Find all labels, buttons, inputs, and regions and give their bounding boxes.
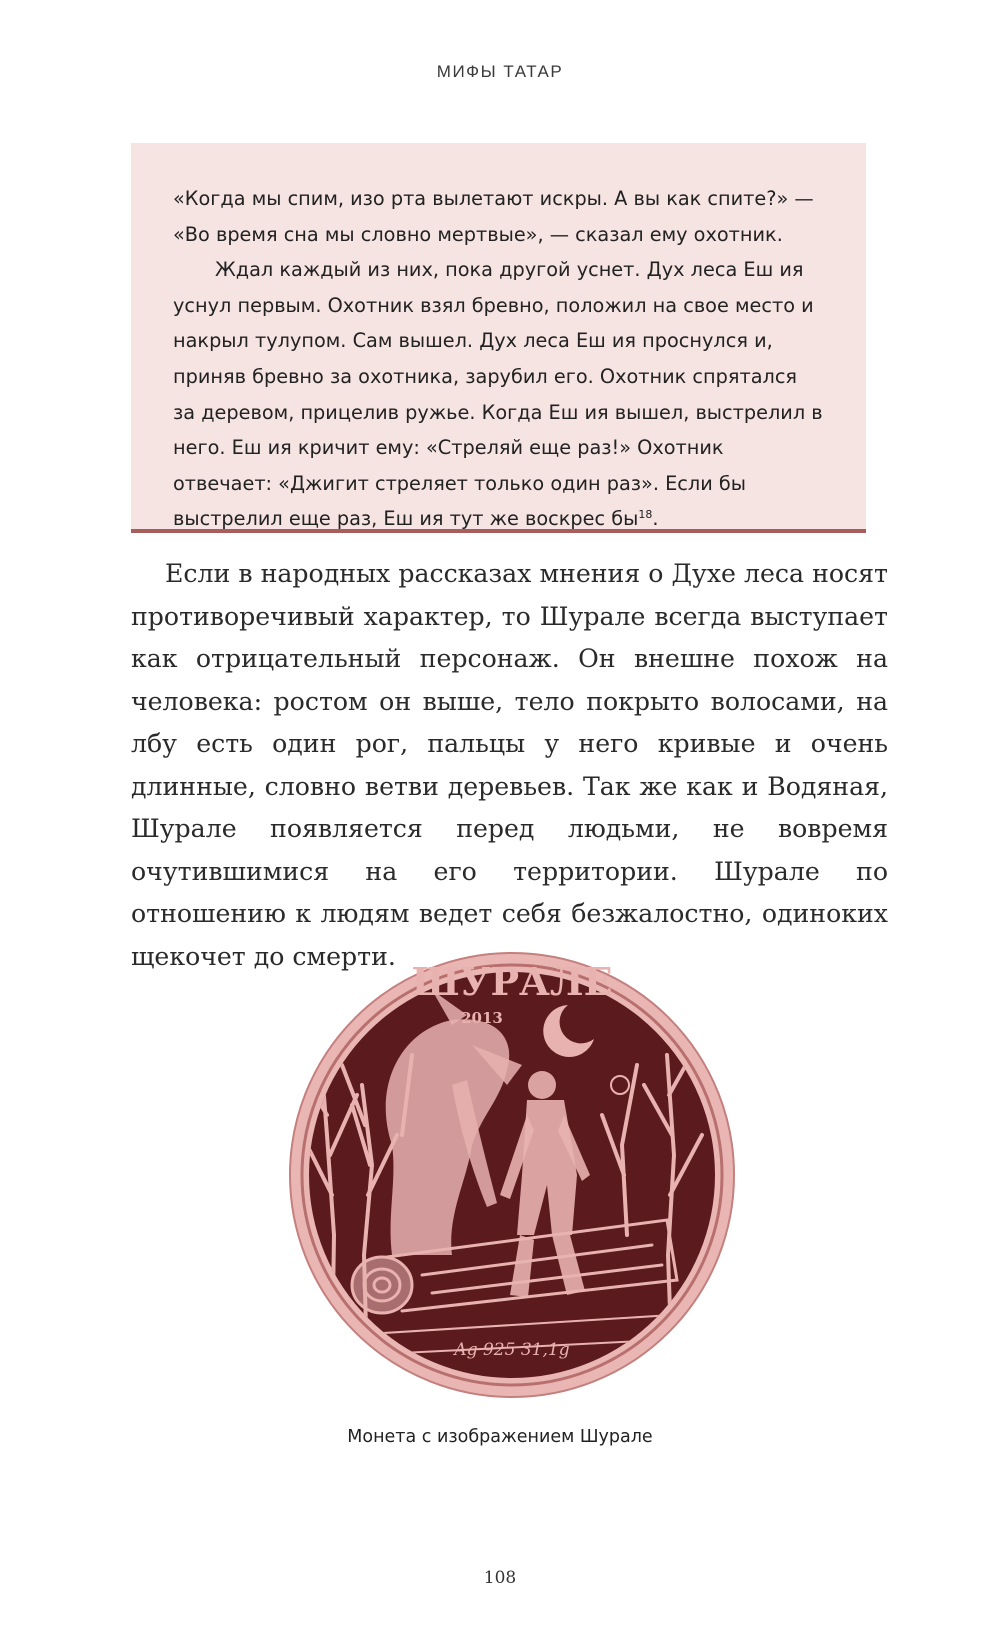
page-number: 108 [483,1568,517,1588]
body-text [131,553,888,978]
coin-year: 2013 [461,1009,503,1027]
figure-caption: Монета с изображением Шурале [347,1427,653,1447]
body-paragraph: Если в народных рассказах мнения о Духе леса носят противоречивый характер, то Шурале всегда выступает как отрицательный персонаж. Он внешне похож на человека: ростом он выше, тело покрыто волосами, на лбу есть один рог, пальцы у него кривые и очень длинные, словно ветви деревьев. Так же как и Водяная, Шурале появляется перед людьми, не вовремя очутившимися на его территории. Шурале по отношению к людям ведет себя безжалостно, одиноких щекочет до смерти. [131,559,888,971]
quote-line-2: «Во время сна мы словно мертвые», — сказал ему охотник. [173,222,783,246]
quote-paragraph: Ждал каждый из них, пока другой уснет. Дух леса Еш ия уснул первым. Охотник взял бревно, положил на свое место и накрыл тулупом. Сам вышел. Дух леса Еш ия проснулся и, приняв бревно за охотника, зарубил его. Охотник спрятался за деревом, прицелив ружье. Когда Еш ия вышел, выстрелил в него. Еш ия кричит ему: «Стреляй еще раз!» Охотник отвечает: «Джигит стреляет только один раз». Если бы выстрелил еще раз, Еш ия тут же воскрес $бы^{18}$. [173,258,823,531]
quote-paragraph-text: Ждал каждый из них, пока другой уснет. Дух леса Еш ия уснул первым. Охотник взял бревно, положил на свое место и накрыл тулупом. Сам вышел. Дух леса Еш ия проснулся и, приняв бревно за охотника, зарубил его. Охотник спрятался за деревом, прицелив ружье. Когда Еш ия вышел, выстрелил в него. Еш ия кричит ему: «Стреляй еще раз!» Охотник отвечает: «Джигит стреляет только один раз». Если бы выстрелил еще раз, Еш ия тут же воскрес бы [173,258,823,531]
coin-illustration [272,935,752,1415]
footnote-marker: 18 [638,508,653,522]
coin-image [272,935,752,1415]
coin-inscription: Ag 925 31,1g [454,1340,570,1360]
quote-line-1: «Когда мы спим, изо рта вылетают искры. А вы как спите?» — [173,187,814,210]
coin-title: ШУРАЛЕ [411,959,613,1004]
running-title: МИФЫ ТАТАР [436,62,564,81]
quote-box [131,143,866,533]
